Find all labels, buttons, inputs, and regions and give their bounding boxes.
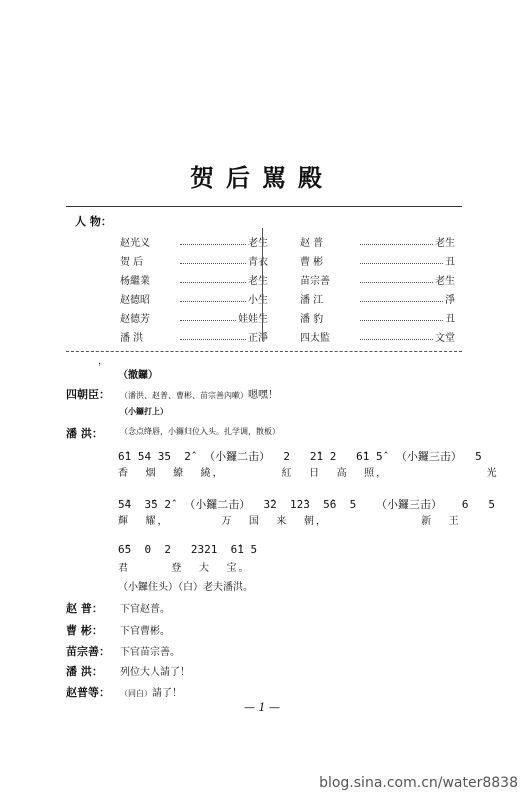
speaker: 潘 洪： — [66, 665, 103, 678]
lyric-line: 香 烟 繚 繞， 紅 日 高 照， 光 — [118, 468, 499, 479]
dialogue-line: 下官赵普。 — [120, 604, 170, 615]
speaker: 赵 普： — [66, 602, 103, 615]
lyric-line: 輝 耀， 万 国 来 朝， 新 王 — [118, 516, 461, 527]
cast-row: 贺 后 青衣 — [120, 257, 268, 268]
cast-row: 四太監 文堂 — [300, 333, 455, 344]
stage-direction: （潘洪、赵普、曹彬、苗宗善內嗽） — [120, 391, 248, 400]
stage-direction: （同白） — [120, 689, 152, 698]
cast-row: 赵 普 老生 — [300, 238, 455, 249]
stage-direction: （念点绛唇，小鑼归位入头。扎学调，散板） — [120, 427, 280, 436]
watermark: blog.sina.com.cn/water8838 — [319, 775, 518, 791]
cast-row: 潘 江 淨 — [300, 295, 455, 306]
music-notation: 6̂1 54 35 2̂ （小鑼二击） 2 2̂1 2 6̂1 5̂ （小鑼三击） 5 — [118, 450, 482, 463]
speaker: 赵普等： — [66, 686, 110, 699]
music-notation: 6̂5 0 2 2321 6̂1 5 — [118, 543, 258, 556]
page-title: 贺后駡殿 — [190, 163, 334, 192]
dialogue-line: （同白）請了！ — [120, 688, 182, 699]
dialogue-line: （潘洪、赵普、曹彬、苗宗善內嗽）嗯嘿！ — [120, 390, 278, 401]
cast-heading: 人 物： — [75, 215, 112, 228]
dialogue-line: 列位大人請了！ — [120, 667, 190, 678]
speaker: 四朝臣： — [66, 388, 110, 401]
dialogue-line: 下官曹彬。 — [120, 626, 170, 637]
cast-top-rule — [66, 206, 462, 207]
cast-bottom-rule — [66, 351, 462, 352]
speaker: 潘 洪： — [66, 427, 103, 440]
cast-row: 赵光义 老生 — [120, 238, 268, 249]
stage-direction: （撤鑼） — [118, 370, 158, 381]
dialogue-line: （小鑼住头）（白）老夫潘洪。 — [118, 582, 253, 593]
cast-row: 杨繼業 老生 — [120, 276, 268, 287]
cast-row: 潘 洪 正淨 — [120, 333, 268, 344]
cast-row: 赵德芳 娃娃生 — [120, 314, 268, 325]
dialogue-line: 下官苗宗善。 — [120, 647, 180, 658]
cast-divider — [262, 228, 263, 341]
stage-direction: （小鑼打上） — [120, 406, 168, 416]
cast-row: 曹 彬 丑 — [300, 257, 455, 268]
speaker: 曹 彬： — [66, 624, 103, 637]
music-notation: 5̂4 3̂5 2̂ （小鑼二击） 3̂2 12̂3 5̂6 5 （小鑼三击） 6 5 — [118, 498, 496, 511]
stray-mark: ， — [98, 356, 108, 367]
cast-row: 潘 豹 丑 — [300, 314, 455, 325]
cast-row: 苗宗善 老生 — [300, 276, 455, 287]
cast-row: 赵德昭 小生 — [120, 295, 268, 306]
lyric-line: 君 登 大 宝。 — [118, 563, 251, 574]
speaker: 苗宗善： — [66, 645, 110, 658]
page-number: — 1 — — [244, 701, 280, 714]
